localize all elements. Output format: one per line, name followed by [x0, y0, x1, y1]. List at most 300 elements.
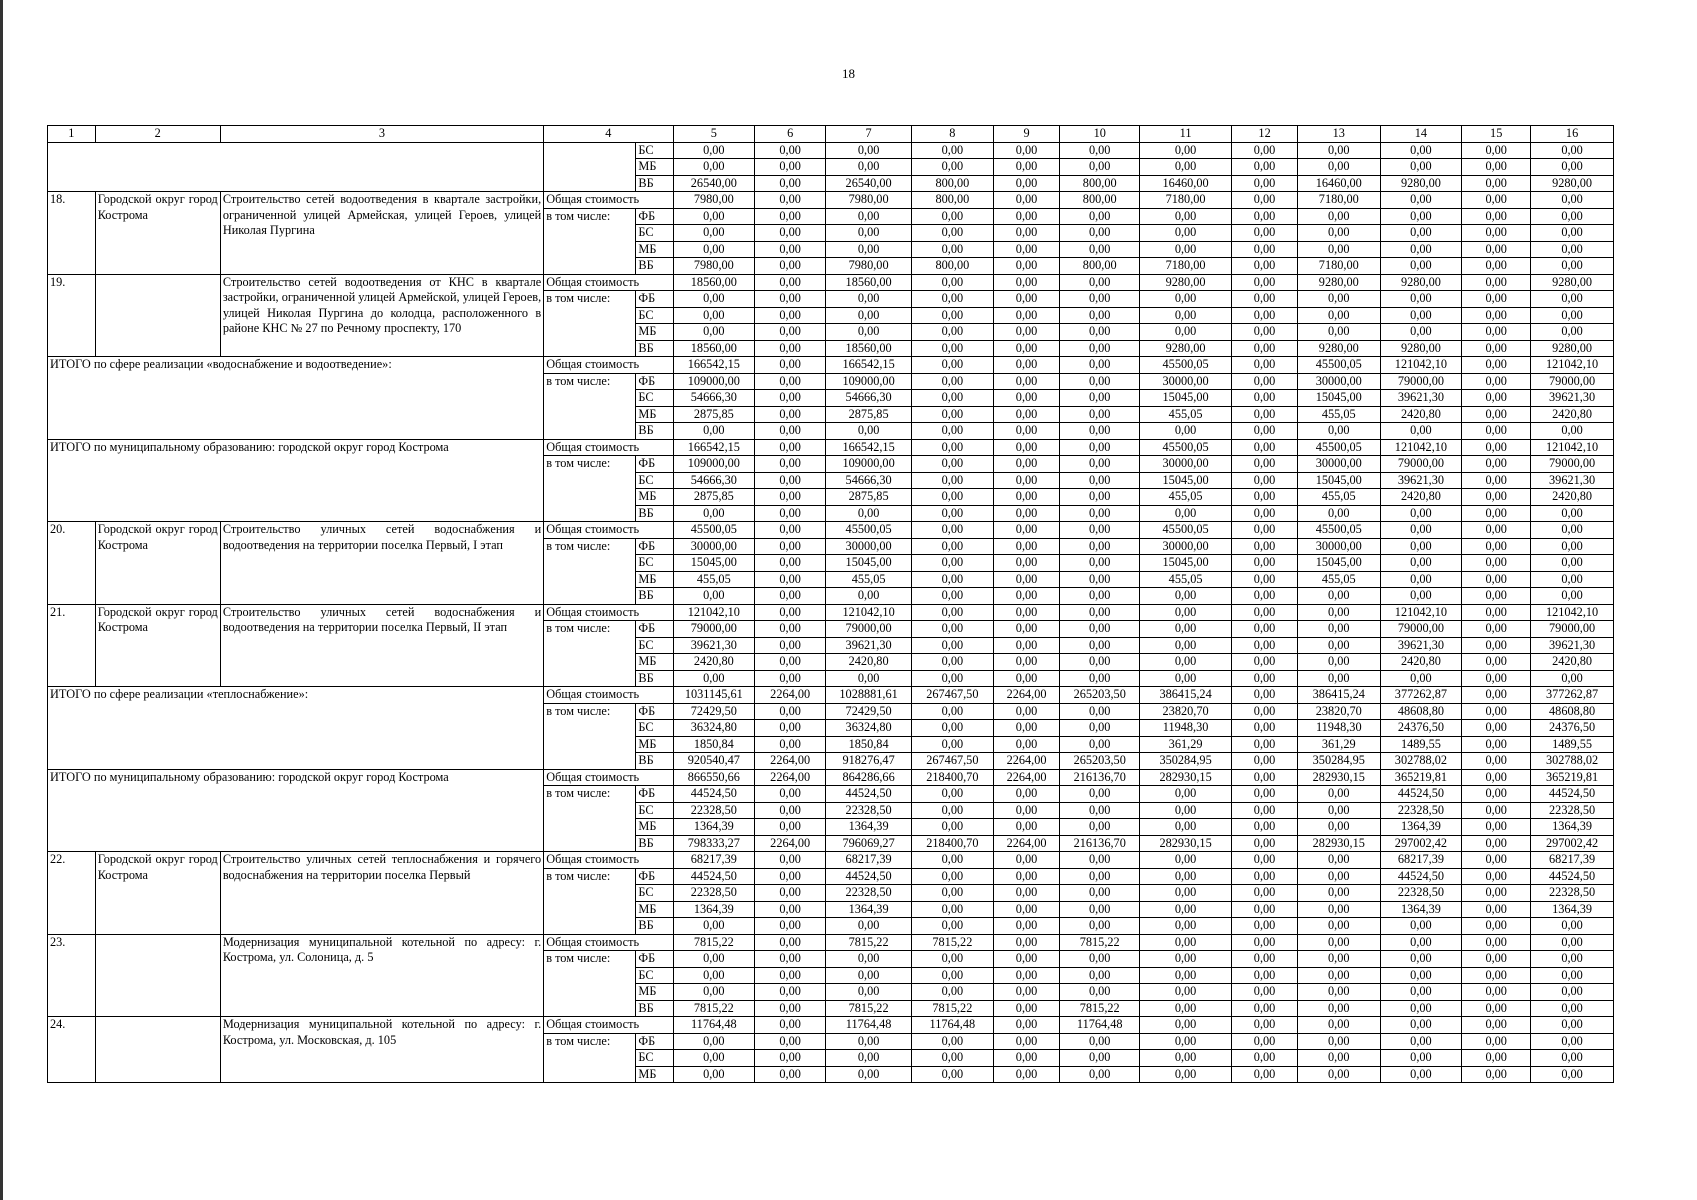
value-cell-col9: 0,00 — [993, 967, 1060, 984]
value-cell-col15: 0,00 — [1462, 802, 1531, 819]
value-cell-col16: 0,00 — [1531, 258, 1614, 275]
value-cell-col9: 0,00 — [993, 621, 1060, 638]
value-cell-col10: 265203,50 — [1060, 753, 1140, 770]
source-code: ФБ — [636, 291, 673, 308]
value-cell-col12: 0,00 — [1232, 951, 1298, 968]
source-code: БС — [636, 637, 673, 654]
value-cell-col15: 0,00 — [1462, 159, 1531, 176]
value-cell-col14: 2420,80 — [1380, 654, 1462, 671]
value-cell-col9: 0,00 — [993, 472, 1060, 489]
value-cell-col12: 0,00 — [1232, 241, 1298, 258]
value-cell-col5: 0,00 — [673, 208, 755, 225]
total-cost-label: Общая стоимость — [544, 192, 673, 209]
value-cell-col7: 22328,50 — [826, 885, 912, 902]
value-cell-col14: 0,00 — [1380, 951, 1462, 968]
item-name: Модернизация муниципальной котельной по адресу: г. Кострома, ул. Московская, д. 105 — [220, 1017, 543, 1083]
value-cell-col9: 0,00 — [993, 951, 1060, 968]
value-cell-col9: 2264,00 — [993, 769, 1060, 786]
including-label: в том числе: — [544, 538, 636, 604]
value-cell-col8: 0,00 — [912, 819, 994, 836]
source-code: БС — [636, 802, 673, 819]
value-cell-col7: 7980,00 — [826, 258, 912, 275]
item-owner — [95, 274, 220, 357]
value-cell-col10: 0,00 — [1060, 604, 1140, 621]
value-cell-col6: 0,00 — [755, 604, 826, 621]
value-cell-col5: 68217,39 — [673, 852, 755, 869]
value-cell-col10: 0,00 — [1060, 357, 1140, 374]
value-cell-col15: 0,00 — [1462, 324, 1531, 341]
value-cell-col16: 0,00 — [1531, 670, 1614, 687]
value-cell-col11: 30000,00 — [1139, 538, 1231, 555]
value-cell-col5: 7980,00 — [673, 192, 755, 209]
table-row — [48, 522, 1614, 539]
header-cell-7: 7 — [826, 126, 912, 143]
value-cell-col6: 0,00 — [755, 142, 826, 159]
value-cell-col8: 0,00 — [912, 885, 994, 902]
value-cell-col14: 0,00 — [1380, 324, 1462, 341]
value-cell-col12: 0,00 — [1232, 406, 1298, 423]
value-cell-col14: 0,00 — [1380, 984, 1462, 1001]
value-cell-col15: 0,00 — [1462, 505, 1531, 522]
value-cell-col12: 0,00 — [1232, 225, 1298, 242]
header-cell-5: 5 — [673, 126, 755, 143]
value-cell-col12: 0,00 — [1232, 1033, 1298, 1050]
table-row — [48, 687, 1614, 704]
value-cell-col15: 0,00 — [1462, 736, 1531, 753]
source-code: ВБ — [636, 258, 673, 275]
total-cost-label: Общая стоимость — [544, 687, 673, 704]
value-cell-col8: 267467,50 — [912, 753, 994, 770]
value-cell-col6: 0,00 — [755, 472, 826, 489]
including-label: в том числе: — [544, 373, 636, 439]
value-cell-col14: 0,00 — [1380, 555, 1462, 572]
value-cell-col8: 7815,22 — [912, 934, 994, 951]
value-cell-col12: 0,00 — [1232, 835, 1298, 852]
value-cell-col13: 0,00 — [1297, 208, 1380, 225]
value-cell-col12: 0,00 — [1232, 291, 1298, 308]
value-cell-col13: 0,00 — [1297, 951, 1380, 968]
value-cell-col7: 0,00 — [826, 1066, 912, 1083]
value-cell-col13: 0,00 — [1297, 852, 1380, 869]
value-cell-col12: 0,00 — [1232, 439, 1298, 456]
value-cell-col10: 0,00 — [1060, 951, 1140, 968]
value-cell-col11: 0,00 — [1139, 934, 1231, 951]
value-cell-col11: 386415,24 — [1139, 687, 1231, 704]
item-number: 18. — [48, 192, 96, 275]
value-cell-col9: 0,00 — [993, 984, 1060, 1001]
value-cell-col13: 282930,15 — [1297, 835, 1380, 852]
value-cell-col9: 0,00 — [993, 786, 1060, 803]
value-cell-col9: 0,00 — [993, 670, 1060, 687]
value-cell-col6: 0,00 — [755, 324, 826, 341]
value-cell-col8: 800,00 — [912, 192, 994, 209]
value-cell-col5: 0,00 — [673, 142, 755, 159]
table-row — [48, 1017, 1614, 1034]
value-cell-col8: 0,00 — [912, 489, 994, 506]
item-name: Строительство уличных сетей водоснабжения и водоотведения на территории поселка Первый, II этап — [220, 604, 543, 687]
source-code: БС — [636, 885, 673, 902]
value-cell-col15: 0,00 — [1462, 340, 1531, 357]
value-cell-col16: 9280,00 — [1531, 340, 1614, 357]
value-cell-col6: 0,00 — [755, 538, 826, 555]
source-code: ВБ — [636, 340, 673, 357]
value-cell-col5: 1364,39 — [673, 901, 755, 918]
value-cell-col16: 79000,00 — [1531, 456, 1614, 473]
value-cell-col10: 0,00 — [1060, 439, 1140, 456]
value-cell-col5: 109000,00 — [673, 373, 755, 390]
item-name: Строительство сетей водоотведения в квартале застройки, ограниченной улицей Армейская, улицей Героев, улицей Николая Пургина — [220, 192, 543, 275]
value-cell-col7: 166542,15 — [826, 439, 912, 456]
value-cell-col16: 0,00 — [1531, 555, 1614, 572]
value-cell-col10: 0,00 — [1060, 670, 1140, 687]
value-cell-col13: 0,00 — [1297, 505, 1380, 522]
value-cell-col16: 0,00 — [1531, 142, 1614, 159]
value-cell-col11: 0,00 — [1139, 984, 1231, 1001]
value-cell-col14: 302788,02 — [1380, 753, 1462, 770]
value-cell-col10: 0,00 — [1060, 852, 1140, 869]
source-code: ВБ — [636, 918, 673, 935]
value-cell-col13: 23820,70 — [1297, 703, 1380, 720]
value-cell-col15: 0,00 — [1462, 142, 1531, 159]
value-cell-col13: 9280,00 — [1297, 274, 1380, 291]
value-cell-col8: 0,00 — [912, 274, 994, 291]
including-label: в том числе: — [544, 291, 636, 357]
table-row — [48, 357, 1614, 374]
value-cell-col16: 0,00 — [1531, 1066, 1614, 1083]
value-cell-col11: 350284,95 — [1139, 753, 1231, 770]
value-cell-col6: 0,00 — [755, 637, 826, 654]
value-cell-col8: 0,00 — [912, 324, 994, 341]
value-cell-col15: 0,00 — [1462, 1066, 1531, 1083]
value-cell-col12: 0,00 — [1232, 208, 1298, 225]
value-cell-col12: 0,00 — [1232, 654, 1298, 671]
value-cell-col12: 0,00 — [1232, 934, 1298, 951]
value-cell-col15: 0,00 — [1462, 208, 1531, 225]
value-cell-col16: 39621,30 — [1531, 637, 1614, 654]
table-row — [48, 604, 1614, 621]
value-cell-col14: 0,00 — [1380, 307, 1462, 324]
value-cell-col14: 22328,50 — [1380, 885, 1462, 902]
value-cell-col11: 455,05 — [1139, 489, 1231, 506]
value-cell-col9: 0,00 — [993, 538, 1060, 555]
value-cell-col12: 0,00 — [1232, 819, 1298, 836]
value-cell-col12: 0,00 — [1232, 802, 1298, 819]
value-cell-col14: 0,00 — [1380, 1066, 1462, 1083]
value-cell-col12: 0,00 — [1232, 621, 1298, 638]
source-code: ВБ — [636, 1000, 673, 1017]
source-code: БС — [636, 472, 673, 489]
value-cell-col11: 0,00 — [1139, 621, 1231, 638]
source-code: ФБ — [636, 621, 673, 638]
value-cell-col6: 0,00 — [755, 984, 826, 1001]
value-cell-col5: 15045,00 — [673, 555, 755, 572]
value-cell-col8: 0,00 — [912, 423, 994, 440]
item-name: Строительство сетей водоотведения от КНС в квартале застройки, ограниченной улицей Армейской, улицей Героев, улицей Николая Пургина до колодца, расположенного в районе КНС № 27 по Речному проспекту, 170 — [220, 274, 543, 357]
value-cell-col13: 45500,05 — [1297, 522, 1380, 539]
value-cell-col8: 0,00 — [912, 852, 994, 869]
value-cell-col6: 0,00 — [755, 786, 826, 803]
value-cell-col16: 0,00 — [1531, 423, 1614, 440]
item-number: 19. — [48, 274, 96, 357]
value-cell-col7: 44524,50 — [826, 868, 912, 885]
value-cell-col10: 0,00 — [1060, 340, 1140, 357]
value-cell-col14: 39621,30 — [1380, 637, 1462, 654]
value-cell-col11: 0,00 — [1139, 885, 1231, 902]
total-cost-label: Общая стоимость — [544, 604, 673, 621]
value-cell-col7: 455,05 — [826, 571, 912, 588]
value-cell-col13: 7180,00 — [1297, 258, 1380, 275]
value-cell-col11: 15045,00 — [1139, 555, 1231, 572]
value-cell-col15: 0,00 — [1462, 819, 1531, 836]
value-cell-col13: 0,00 — [1297, 604, 1380, 621]
value-cell-col12: 0,00 — [1232, 538, 1298, 555]
value-cell-col10: 800,00 — [1060, 175, 1140, 192]
value-cell-col7: 0,00 — [826, 984, 912, 1001]
source-code: МБ — [636, 159, 673, 176]
value-cell-col10: 0,00 — [1060, 571, 1140, 588]
source-code: МБ — [636, 1066, 673, 1083]
value-cell-col13: 455,05 — [1297, 406, 1380, 423]
value-cell-col5: 0,00 — [673, 967, 755, 984]
value-cell-col16: 302788,02 — [1531, 753, 1614, 770]
value-cell-col8: 0,00 — [912, 373, 994, 390]
value-cell-col13: 16460,00 — [1297, 175, 1380, 192]
value-cell-col10: 800,00 — [1060, 192, 1140, 209]
value-cell-col15: 0,00 — [1462, 654, 1531, 671]
value-cell-col6: 0,00 — [755, 489, 826, 506]
value-cell-col13: 0,00 — [1297, 670, 1380, 687]
value-cell-col7: 166542,15 — [826, 357, 912, 374]
value-cell-col6: 0,00 — [755, 736, 826, 753]
value-cell-col9: 0,00 — [993, 934, 1060, 951]
value-cell-col8: 0,00 — [912, 736, 994, 753]
value-cell-col8: 0,00 — [912, 142, 994, 159]
value-cell-col16: 0,00 — [1531, 951, 1614, 968]
value-cell-col9: 0,00 — [993, 1066, 1060, 1083]
value-cell-col7: 2875,85 — [826, 489, 912, 506]
value-cell-col8: 0,00 — [912, 390, 994, 407]
value-cell-col7: 0,00 — [826, 1033, 912, 1050]
value-cell-col12: 0,00 — [1232, 192, 1298, 209]
value-cell-col12: 0,00 — [1232, 555, 1298, 572]
header-cell-6: 6 — [755, 126, 826, 143]
value-cell-col11: 455,05 — [1139, 406, 1231, 423]
value-cell-col13: 282930,15 — [1297, 769, 1380, 786]
source-code: ФБ — [636, 868, 673, 885]
source-code: МБ — [636, 901, 673, 918]
value-cell-col7: 1028881,61 — [826, 687, 912, 704]
value-cell-col14: 0,00 — [1380, 241, 1462, 258]
value-cell-col8: 0,00 — [912, 208, 994, 225]
including-label: в том числе: — [544, 456, 636, 522]
value-cell-col15: 0,00 — [1462, 901, 1531, 918]
source-code: БС — [636, 390, 673, 407]
value-cell-col11: 0,00 — [1139, 637, 1231, 654]
value-cell-col12: 0,00 — [1232, 918, 1298, 935]
value-cell-col15: 0,00 — [1462, 291, 1531, 308]
value-cell-col6: 0,00 — [755, 901, 826, 918]
value-cell-col6: 0,00 — [755, 703, 826, 720]
value-cell-col13: 0,00 — [1297, 1033, 1380, 1050]
value-cell-col9: 0,00 — [993, 901, 1060, 918]
source-code: ФБ — [636, 373, 673, 390]
value-cell-col12: 0,00 — [1232, 670, 1298, 687]
value-cell-col13: 11948,30 — [1297, 720, 1380, 737]
value-cell-col15: 0,00 — [1462, 984, 1531, 1001]
value-cell-col15: 0,00 — [1462, 720, 1531, 737]
table-row — [48, 192, 1614, 209]
value-cell-col7: 121042,10 — [826, 604, 912, 621]
value-cell-col14: 121042,10 — [1380, 439, 1462, 456]
item-number: 22. — [48, 852, 96, 935]
value-cell-col14: 48608,80 — [1380, 703, 1462, 720]
source-code: МБ — [636, 571, 673, 588]
value-cell-col15: 0,00 — [1462, 406, 1531, 423]
value-cell-col16: 365219,81 — [1531, 769, 1614, 786]
value-cell-col8: 0,00 — [912, 159, 994, 176]
value-cell-col11: 455,05 — [1139, 571, 1231, 588]
value-cell-col5: 866550,66 — [673, 769, 755, 786]
value-cell-col5: 54666,30 — [673, 390, 755, 407]
value-cell-col13: 30000,00 — [1297, 456, 1380, 473]
value-cell-col6: 0,00 — [755, 885, 826, 902]
source-code: ВБ — [636, 505, 673, 522]
value-cell-col7: 2875,85 — [826, 406, 912, 423]
value-cell-col7: 0,00 — [826, 588, 912, 605]
value-cell-col13: 0,00 — [1297, 1000, 1380, 1017]
item-owner: Городской округ город Кострома — [95, 604, 220, 687]
value-cell-col15: 0,00 — [1462, 918, 1531, 935]
value-cell-col14: 2420,80 — [1380, 406, 1462, 423]
value-cell-col9: 0,00 — [993, 225, 1060, 242]
value-cell-col5: 7980,00 — [673, 258, 755, 275]
total-cost-label: Общая стоимость — [544, 934, 673, 951]
value-cell-col11: 0,00 — [1139, 802, 1231, 819]
value-cell-col10: 0,00 — [1060, 703, 1140, 720]
continued-label-cell — [544, 142, 636, 192]
value-cell-col6: 0,00 — [755, 423, 826, 440]
value-cell-col6: 0,00 — [755, 340, 826, 357]
item-number: 23. — [48, 934, 96, 1017]
value-cell-col14: 0,00 — [1380, 159, 1462, 176]
value-cell-col15: 0,00 — [1462, 621, 1531, 638]
value-cell-col13: 0,00 — [1297, 901, 1380, 918]
value-cell-col6: 0,00 — [755, 357, 826, 374]
total-cost-label: Общая стоимость — [544, 1017, 673, 1034]
value-cell-col16: 39621,30 — [1531, 472, 1614, 489]
value-cell-col7: 45500,05 — [826, 522, 912, 539]
value-cell-col16: 2420,80 — [1531, 406, 1614, 423]
value-cell-col5: 0,00 — [673, 1066, 755, 1083]
value-cell-col14: 9280,00 — [1380, 175, 1462, 192]
value-cell-col13: 15045,00 — [1297, 390, 1380, 407]
value-cell-col5: 44524,50 — [673, 786, 755, 803]
value-cell-col6: 0,00 — [755, 159, 826, 176]
value-cell-col14: 0,00 — [1380, 142, 1462, 159]
value-cell-col12: 0,00 — [1232, 357, 1298, 374]
source-code: БС — [636, 555, 673, 572]
value-cell-col7: 109000,00 — [826, 456, 912, 473]
value-cell-col10: 0,00 — [1060, 406, 1140, 423]
value-cell-col6: 0,00 — [755, 291, 826, 308]
value-cell-col14: 68217,39 — [1380, 852, 1462, 869]
value-cell-col5: 44524,50 — [673, 868, 755, 885]
value-cell-col10: 800,00 — [1060, 258, 1140, 275]
value-cell-col10: 265203,50 — [1060, 687, 1140, 704]
value-cell-col6: 0,00 — [755, 192, 826, 209]
value-cell-col14: 9280,00 — [1380, 274, 1462, 291]
source-code: БС — [636, 1050, 673, 1067]
value-cell-col11: 0,00 — [1139, 868, 1231, 885]
table-body — [48, 126, 1614, 1083]
value-cell-col8: 0,00 — [912, 967, 994, 984]
value-cell-col8: 0,00 — [912, 472, 994, 489]
value-cell-col15: 0,00 — [1462, 1017, 1531, 1034]
value-cell-col7: 0,00 — [826, 291, 912, 308]
source-code: БС — [636, 307, 673, 324]
value-cell-col12: 0,00 — [1232, 1000, 1298, 1017]
value-cell-col11: 0,00 — [1139, 1017, 1231, 1034]
value-cell-col14: 9280,00 — [1380, 340, 1462, 357]
value-cell-col16: 68217,39 — [1531, 852, 1614, 869]
header-cell-3: 3 — [220, 126, 543, 143]
total-cost-label: Общая стоимость — [544, 439, 673, 456]
value-cell-col14: 0,00 — [1380, 423, 1462, 440]
value-cell-col6: 0,00 — [755, 505, 826, 522]
value-cell-col15: 0,00 — [1462, 175, 1531, 192]
value-cell-col14: 79000,00 — [1380, 373, 1462, 390]
value-cell-col12: 0,00 — [1232, 720, 1298, 737]
value-cell-col5: 18560,00 — [673, 340, 755, 357]
value-cell-col13: 0,00 — [1297, 885, 1380, 902]
value-cell-col9: 0,00 — [993, 703, 1060, 720]
value-cell-col16: 1364,39 — [1531, 819, 1614, 836]
value-cell-col9: 0,00 — [993, 571, 1060, 588]
including-label: в том числе: — [544, 868, 636, 934]
value-cell-col16: 9280,00 — [1531, 274, 1614, 291]
value-cell-col9: 0,00 — [993, 307, 1060, 324]
value-cell-col13: 45500,05 — [1297, 439, 1380, 456]
source-code: БС — [636, 720, 673, 737]
value-cell-col8: 0,00 — [912, 291, 994, 308]
total-cost-label: Общая стоимость — [544, 357, 673, 374]
value-cell-col5: 22328,50 — [673, 885, 755, 902]
value-cell-col8: 0,00 — [912, 720, 994, 737]
value-cell-col8: 0,00 — [912, 538, 994, 555]
value-cell-col7: 0,00 — [826, 918, 912, 935]
value-cell-col8: 0,00 — [912, 637, 994, 654]
value-cell-col5: 455,05 — [673, 571, 755, 588]
value-cell-col8: 0,00 — [912, 786, 994, 803]
value-cell-col15: 0,00 — [1462, 538, 1531, 555]
value-cell-col16: 9280,00 — [1531, 175, 1614, 192]
value-cell-col9: 2264,00 — [993, 835, 1060, 852]
total-label: ИТОГО по муниципальному образованию: городской округ город Кострома — [48, 439, 544, 522]
value-cell-col7: 0,00 — [826, 208, 912, 225]
value-cell-col12: 0,00 — [1232, 786, 1298, 803]
item-number: 24. — [48, 1017, 96, 1083]
value-cell-col14: 0,00 — [1380, 1000, 1462, 1017]
value-cell-col14: 44524,50 — [1380, 868, 1462, 885]
value-cell-col8: 218400,70 — [912, 769, 994, 786]
value-cell-col7: 54666,30 — [826, 472, 912, 489]
value-cell-col5: 36324,80 — [673, 720, 755, 737]
value-cell-col15: 0,00 — [1462, 1033, 1531, 1050]
value-cell-col5: 54666,30 — [673, 472, 755, 489]
value-cell-col6: 0,00 — [755, 241, 826, 258]
value-cell-col6: 2264,00 — [755, 687, 826, 704]
value-cell-col11: 0,00 — [1139, 901, 1231, 918]
